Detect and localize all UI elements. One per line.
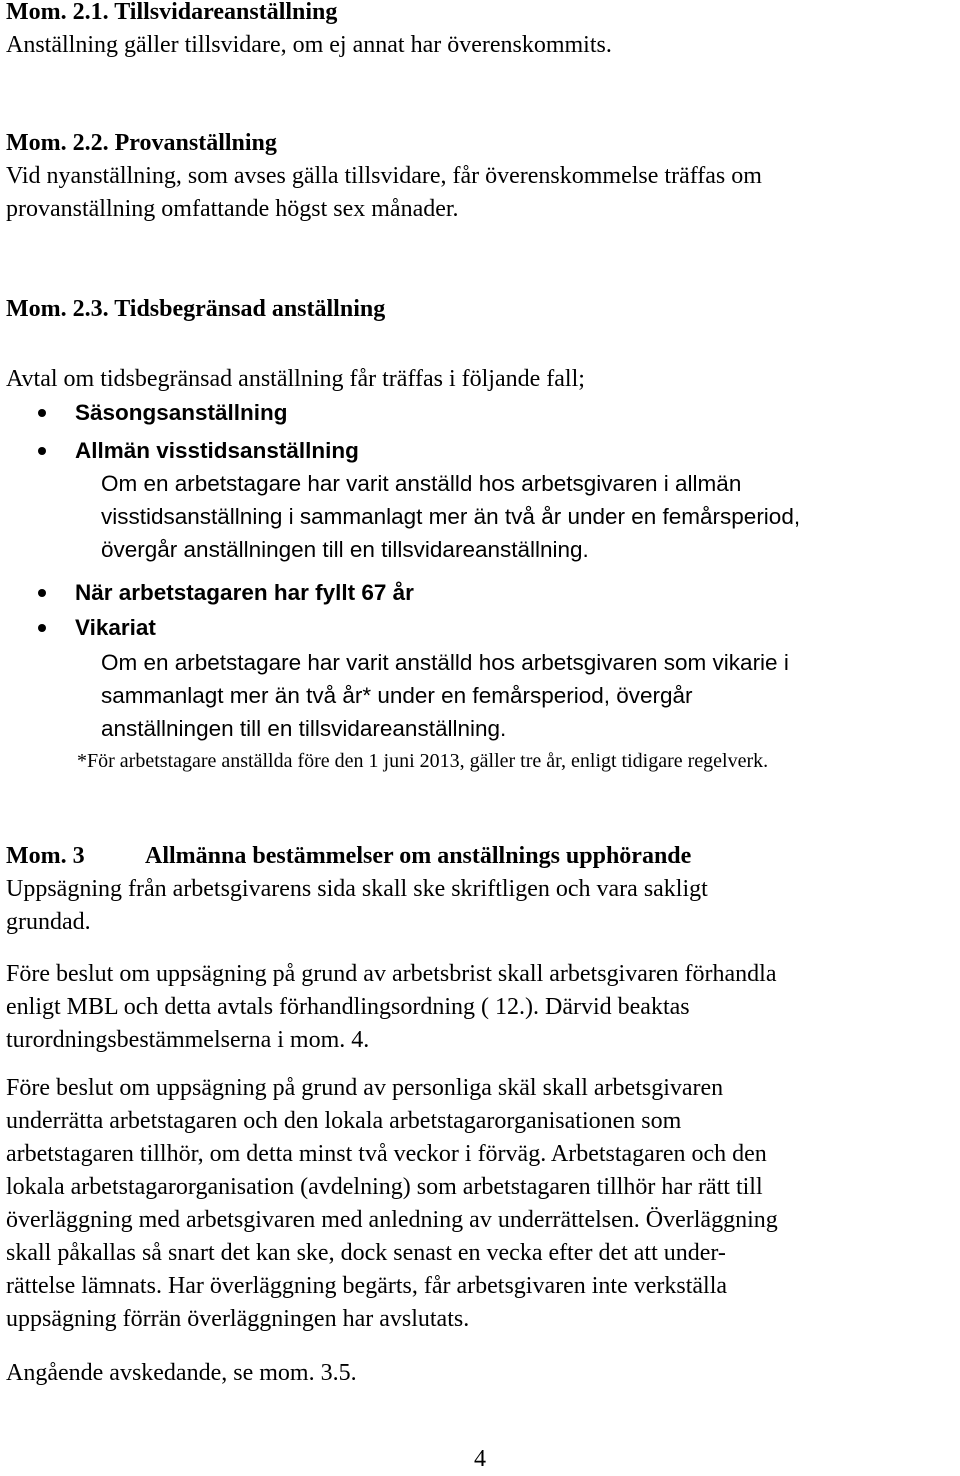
bullet-dot [38, 589, 46, 597]
page-number: 4 [474, 1446, 486, 1472]
description-line: Om en arbetstagare har varit anställd hos arbetsgivaren som vikarie i [101, 650, 789, 675]
paragraph-line: enligt MBL och detta avtals förhandlingsordning ( 12.). Därvid beaktas [6, 994, 690, 1020]
paragraph-line: Före beslut om uppsägning på grund av personliga skäl skall arbetsgivaren [6, 1075, 724, 1101]
mom-3-number: Mom. 3 [6, 843, 85, 869]
paragraph-line: arbetstagaren tillhör, om detta minst två veckor i förväg. Arbetstagaren och den [6, 1141, 767, 1167]
paragraph-line: rättelse lämnats. Har överläggning begärts, får arbetsgivaren inte verkställa [6, 1273, 728, 1299]
bullet-label: Säsongsanställning [75, 400, 288, 425]
paragraph-line: Före beslut om uppsägning på grund av arbetsbrist skall arbetsgivaren förhandla [6, 961, 777, 987]
mom-3-paragraph-3 [6, 1072, 956, 1336]
bullet-dot [38, 409, 46, 417]
paragraph-line: uppsägning förrän överläggningen har avslutats. [6, 1306, 470, 1332]
mom-2-1-heading: Mom. 2.1. Tillsvidareanställning [6, 0, 338, 25]
description-line: övergår anställningen till en tillsvidareanställning. [101, 537, 589, 562]
bullet-label: Allmän visstidsanställning [75, 438, 359, 463]
paragraph-line: överläggning med arbetsgivaren med anledning av underrättelsen. Överläggning [6, 1207, 778, 1233]
section-mom-2-3 [6, 293, 385, 326]
bullet-item [6, 434, 800, 467]
mom-3-heading [6, 840, 956, 873]
paragraph-line: Uppsägning från arbetsgivarens sida skall ske skriftligen och vara sakligt [6, 876, 708, 902]
mom-2-3-list [6, 363, 800, 566]
mom-2-1-body: Anställning gäller tillsvidare, om ej annat har överenskommits. [6, 32, 612, 58]
vikariat-description [6, 646, 956, 745]
description-line: sammanlagt mer än två år* under en femårsperiod, övergår [101, 683, 693, 708]
bullet-item [6, 396, 800, 434]
mom-2-3-heading: Mom. 2.3. Tidsbegränsad anställning [6, 296, 386, 322]
paragraph-line: grundad. [6, 909, 91, 935]
paragraph-line: underrätta arbetstagaren och den lokala arbetstagarorganisationen som [6, 1108, 682, 1134]
mom-2-2-heading: Mom. 2.2. Provanställning [6, 130, 277, 156]
mom-2-2-line: provanställning omfattande högst sex månader. [6, 196, 459, 222]
section-mom-3 [6, 840, 956, 939]
mom-3-paragraph-4 [6, 1357, 357, 1390]
mom-2-2-line: Vid nyanställning, som avses gälla tillsvidare, får överenskommelse träffas om [6, 163, 762, 189]
bullet-item [6, 611, 956, 646]
mom-2-3-list-cont [6, 576, 956, 778]
description-line: visstidsanställning i sammanlagt mer än två år under en femårsperiod, [101, 504, 801, 529]
section-mom-2-1 [6, 0, 612, 62]
bullet-dot [38, 624, 46, 632]
paragraph-line: Angående avskedande, se mom. 3.5. [6, 1360, 357, 1386]
bullet-item [6, 576, 956, 611]
mom-3-paragraph-2 [6, 958, 956, 1057]
bullet-label: Vikariat [75, 615, 156, 640]
footnote: *För arbetstagare anställda före den 1 juni 2013, gäller tre år, enligt tidigare regelverk. [77, 750, 769, 772]
mom-3-title: Allmänna bestämmelser om anställnings upphörande [145, 843, 692, 869]
section-mom-2-2 [6, 127, 762, 226]
description-line: anställningen till en tillsvidareanställning. [101, 716, 507, 741]
paragraph-line: lokala arbetstagarorganisation (avdelning) som arbetstagaren tillhör har rätt till [6, 1174, 763, 1200]
paragraph-line: turordningsbestämmelserna i mom. 4. [6, 1027, 370, 1053]
description-line: Om en arbetstagare har varit anställd hos arbetsgivaren i allmän [101, 471, 742, 496]
allman-description [6, 467, 800, 566]
paragraph-line: skall påkallas så snart det kan ske, dock senast en vecka efter det att under- [6, 1240, 726, 1266]
bullet-dot [38, 447, 46, 455]
mom-2-3-intro: Avtal om tidsbegränsad anställning får träffas i följande fall; [6, 366, 585, 392]
bullet-label: När arbetstagaren har fyllt 67 år [75, 580, 414, 605]
